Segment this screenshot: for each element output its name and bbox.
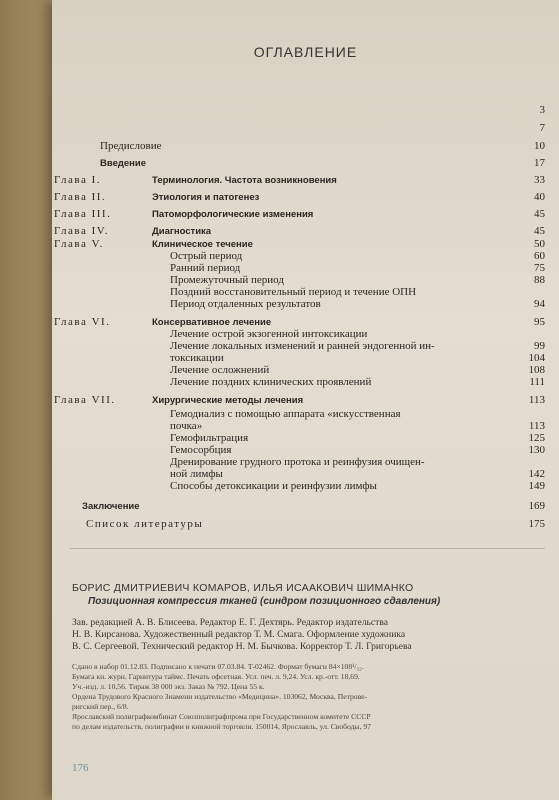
toc-entry-text: почка» [170, 420, 203, 432]
staff-credits [72, 617, 545, 653]
chapter-label: Глава VII. [54, 394, 116, 406]
toc-entry-text: Лечение острой экзогенной интоксикации [170, 328, 368, 340]
page-ref: 45 [534, 225, 545, 237]
toc-entry-text: Лечение локальных изменений и ранней эндогенной ин- [170, 340, 435, 352]
book-title: Позиционная компрессия тканей (синдром позиционного сдавления) [88, 596, 441, 607]
page-ref: 88 [534, 274, 545, 286]
toc-entry-text: Заключение [82, 501, 140, 512]
toc-entry-text: Лечение осложнений [170, 364, 270, 376]
page-ref: 104 [528, 352, 545, 364]
toc-entry-text: Терминология. Частота возникновения [152, 175, 337, 186]
staff-line: Н. В. Кирсанова. Художественный редактор Т. М. Смага. Оформление художника [72, 629, 406, 640]
book-page [52, 0, 559, 800]
imprint-block [72, 582, 545, 732]
tech-line: Ордена Трудового Красного Знамени издательство «Медицина». 103062, Москва, Петрове- [72, 692, 368, 701]
page-ref: 3 [539, 104, 545, 116]
page-ref: 108 [528, 364, 545, 376]
toc-entry-text: Хирургические методы лечения [152, 395, 304, 406]
page-ref: 111 [529, 376, 545, 388]
page-ref: 33 [534, 174, 545, 186]
page-ref: 10 [534, 140, 545, 152]
page-ref: 60 [534, 250, 545, 262]
page-ref: 95 [534, 316, 545, 328]
toc-entry-text: Дренирование грудного протока и реинфузия очищен- [170, 456, 425, 468]
page-number: 176 [72, 762, 89, 774]
background-surface [0, 0, 52, 800]
toc-entry-text: токсикации [170, 352, 224, 364]
staff-line: В. С. Сергеевой. Технический редактор Н. М. Бычкова. Корректор Т. Л. Григорьева [72, 641, 412, 652]
toc-entry-text: Способы детоксикации и реинфузии лимфы [170, 480, 377, 492]
page-ref: 142 [528, 468, 545, 480]
page-ref: 17 [534, 157, 545, 169]
toc-entry-text: Этиология и патогенез [152, 192, 260, 203]
page-ref: 94 [534, 298, 545, 310]
toc-entry-text: Диагностика [152, 226, 212, 237]
page-ref: 75 [534, 262, 545, 274]
toc-entry-text: Промежуточный период [170, 274, 284, 286]
chapter-label: Глава V. [54, 238, 104, 250]
tech-line: Уч.-изд. л. 10,56. Тираж 38 000 экз. Заказ № 792. Цена 55 к. [72, 682, 265, 691]
page-ref: 130 [528, 444, 545, 456]
page-ref: 50 [534, 238, 545, 250]
page-ref: 149 [528, 480, 545, 492]
chapter-label: Глава III. [54, 208, 112, 220]
toc-entry-text: Патоморфологические изменения [152, 209, 314, 220]
chapter-label: Глава IV. [54, 225, 110, 237]
toc-entry-text: Лечение поздних клинических проявлений [170, 376, 372, 388]
page-ref: 40 [534, 191, 545, 203]
page-ref: 45 [534, 208, 545, 220]
page-ref: 7 [539, 122, 545, 134]
chapter-label: Глава VI. [54, 316, 111, 328]
staff-line: Зав. редакцией А. В. Блисеева. Редактор Е. Г. Дехтярь. Редактор издательства [72, 617, 388, 628]
toc-entry-text: Предисловие [100, 140, 162, 152]
chapter-label: Глава I. [54, 174, 101, 186]
tech-line: по делам издательств, полиграфии и книжной торговли. 150014, Ярославль, ул. Свободы, 97 [72, 722, 371, 731]
toc-entry-text: Введение [100, 158, 147, 169]
tech-line: Бумага кн. журн. Гарнитура таймс. Печать офсетная. Усл. печ. л. 9,24. Усл. кр.-отт. 18,69. [72, 672, 360, 681]
toc-entry-text: Список литературы [86, 518, 204, 530]
page-ref: 169 [528, 500, 545, 512]
toc-entry-text: Период отдаленных результатов [170, 298, 321, 310]
toc-entry-text: Ранний период [170, 262, 241, 274]
toc-entry-text: Консервативное лечение [152, 317, 272, 328]
page-ref: 99 [534, 340, 545, 352]
page-ref: 113 [528, 420, 545, 432]
toc-entry-text: Гемосорбция [170, 444, 232, 456]
toc-entry-text: Поздний восстановительный период и течение ОПН [170, 286, 417, 298]
authors-line: БОРИС ДМИТРИЕВИЧ КОМАРОВ, ИЛЬЯ ИСААКОВИЧ ШИМАНКО [72, 582, 414, 594]
tech-line: ригский пер., 6/8. [72, 702, 129, 711]
divider [70, 548, 545, 549]
tech-line: Сдано в набор 01.12.83. Подписано к печати 07.03.84. Т-02462. Формат бумаги 84×108¹/₃₂. [72, 662, 364, 671]
page-ref: 113 [528, 394, 545, 406]
page-ref: 125 [528, 432, 545, 444]
tech-line: Ярославский полиграфкомбинат Союзполиграфпрома при Государственном комитете СССР [72, 712, 371, 721]
toc-entry-text: Острый период [170, 250, 243, 262]
chapter-label: Глава II. [54, 191, 107, 203]
toc-entry-text: Гемодиализ с помощью аппарата «искусственная [170, 408, 401, 420]
page-title: ОГЛАВЛЕНИЕ [253, 44, 358, 60]
page-ref: 175 [528, 518, 545, 530]
technical-details [72, 662, 545, 732]
toc-entry-text: ной лимфы [170, 468, 223, 480]
toc-entry-text: Гемофильтрация [170, 432, 249, 444]
toc-entry-text: Клиническое течение [152, 239, 253, 250]
